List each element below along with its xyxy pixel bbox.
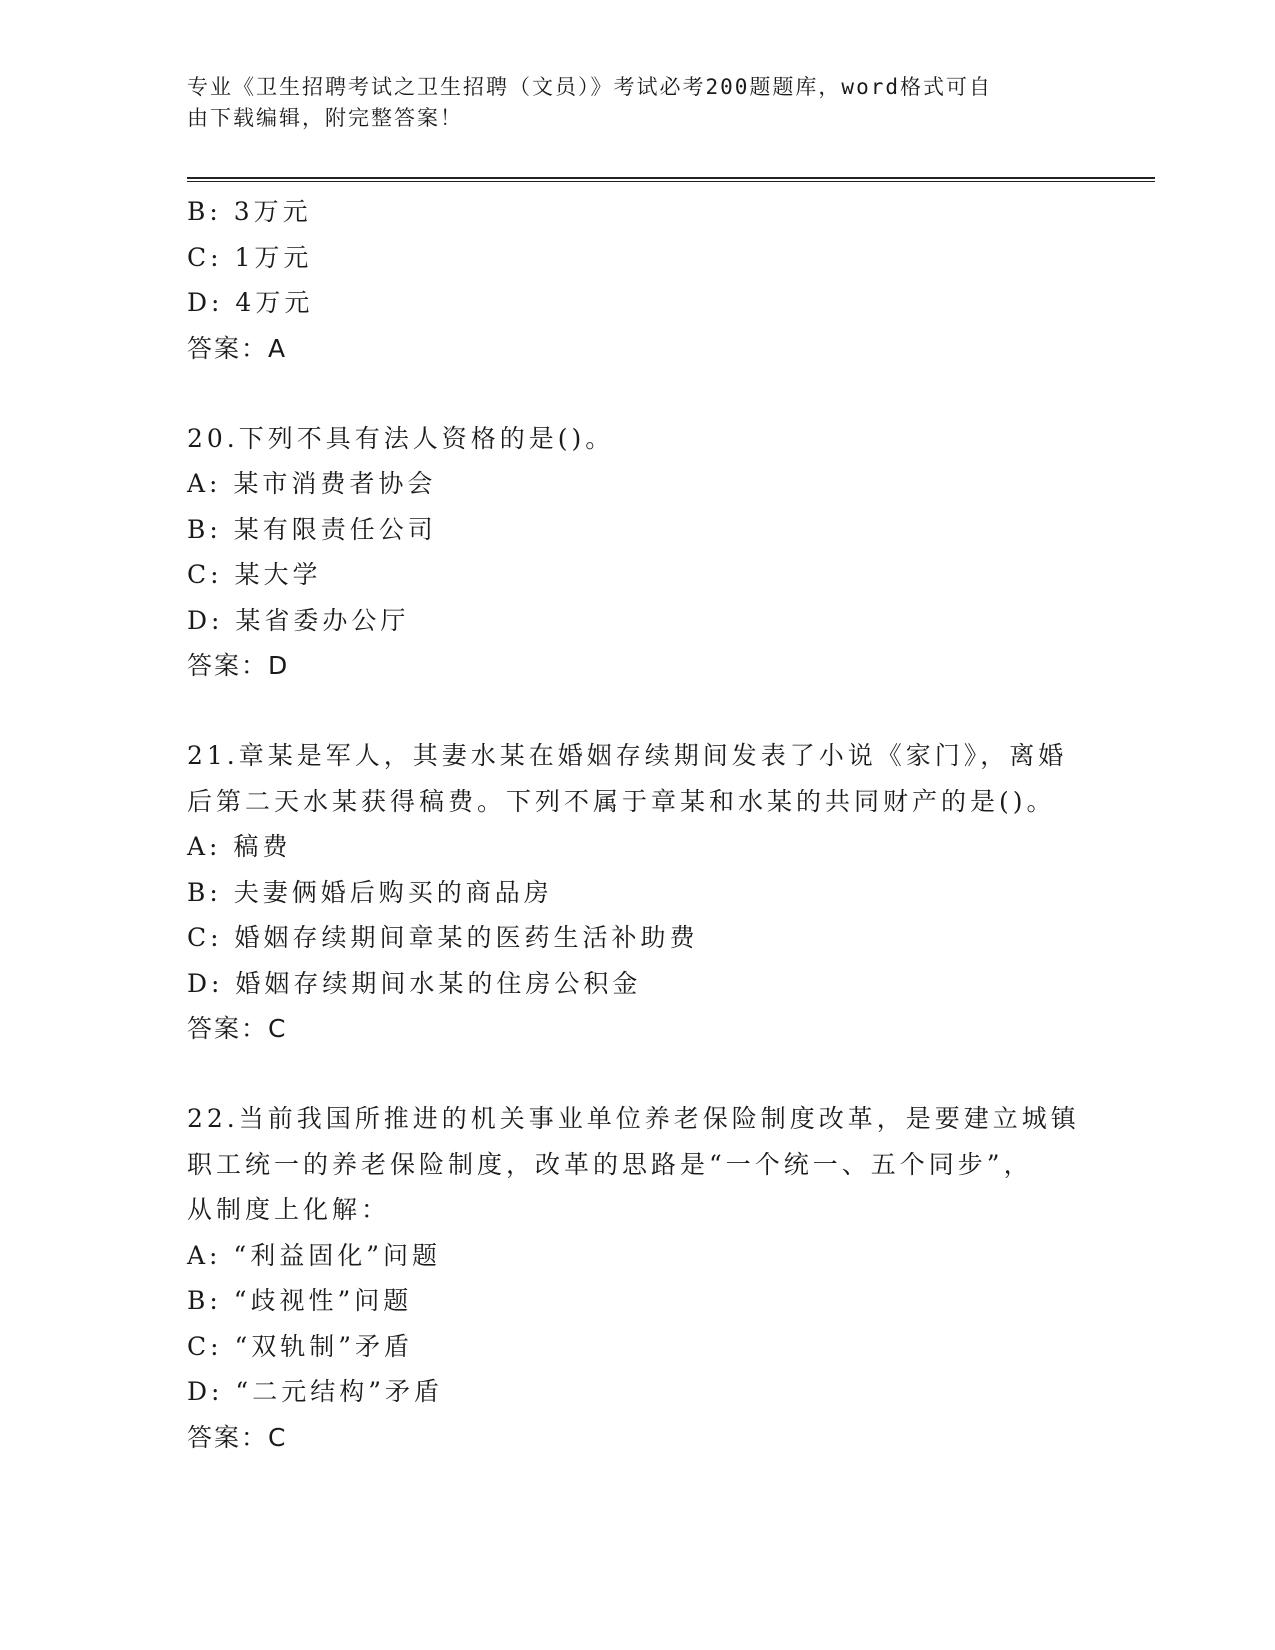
answer-line: 答案：C <box>187 1422 288 1452</box>
header-line-1: 专业《卫生招聘考试之卫生招聘（文员）》考试必考200题题库，word格式可自 <box>187 75 992 99</box>
option-b: B: 某有限责任公司 <box>187 514 437 544</box>
option-d: D: “二元结构”矛盾 <box>187 1377 443 1406</box>
option-c: C: 婚姻存续期间章某的医药生活补助费 <box>187 923 699 952</box>
option-d: D: 婚姻存续期间水某的住房公积金 <box>187 968 642 998</box>
option-c: C: “双轨制”矛盾 <box>187 1331 414 1361</box>
option-a: A: 稿费 <box>187 832 292 861</box>
answer-line: 答案：A <box>187 333 288 363</box>
question-20-block <box>187 416 1087 690</box>
question-21-block <box>187 733 1087 1052</box>
option-c: C: 某大学 <box>187 560 322 589</box>
document-header <box>187 72 1067 134</box>
answer-line: 答案：D <box>187 651 290 680</box>
option-d: D: 4万元 <box>187 288 314 317</box>
answer-line: 答案：C <box>187 1014 288 1043</box>
question-text-line-1: 21.章某是军人，其妻水某在婚姻存续期间发表了小说《家门》，离婚 <box>187 741 1068 770</box>
header-line-2: 由下载编辑，附完整答案！ <box>187 106 463 130</box>
option-c: C: 1万元 <box>187 242 313 272</box>
option-b: B: 3万元 <box>187 197 312 226</box>
question-text-line-2: 后第二天水某获得稿费。下列不属于章某和水某的共同财产的是()。 <box>187 786 1056 816</box>
question-22-block <box>187 1096 1087 1461</box>
question-text-line-2: 职工统一的养老保险制度，改革的思路是“一个统一、五个同步”， <box>187 1149 1033 1179</box>
header-rule-thick <box>187 177 1155 179</box>
document-body <box>187 189 1087 1461</box>
option-b: B: “歧视性”问题 <box>187 1286 413 1315</box>
question-19-block <box>187 189 1087 372</box>
option-a: A: “利益固化”问题 <box>187 1240 441 1270</box>
option-d: D: 某省委办公厅 <box>187 605 410 635</box>
question-text: 20.下列不具有法人资格的是()。 <box>187 423 615 453</box>
question-text-line-3: 从制度上化解： <box>187 1195 391 1224</box>
question-text-line-1: 22.当前我国所推进的机关事业单位养老保险制度改革，是要建立城镇 <box>187 1104 1080 1133</box>
header-rule-thin <box>187 181 1155 182</box>
option-b: B: 夫妻俩婚后购买的商品房 <box>187 877 553 907</box>
option-a: A: 某市消费者协会 <box>187 469 437 498</box>
